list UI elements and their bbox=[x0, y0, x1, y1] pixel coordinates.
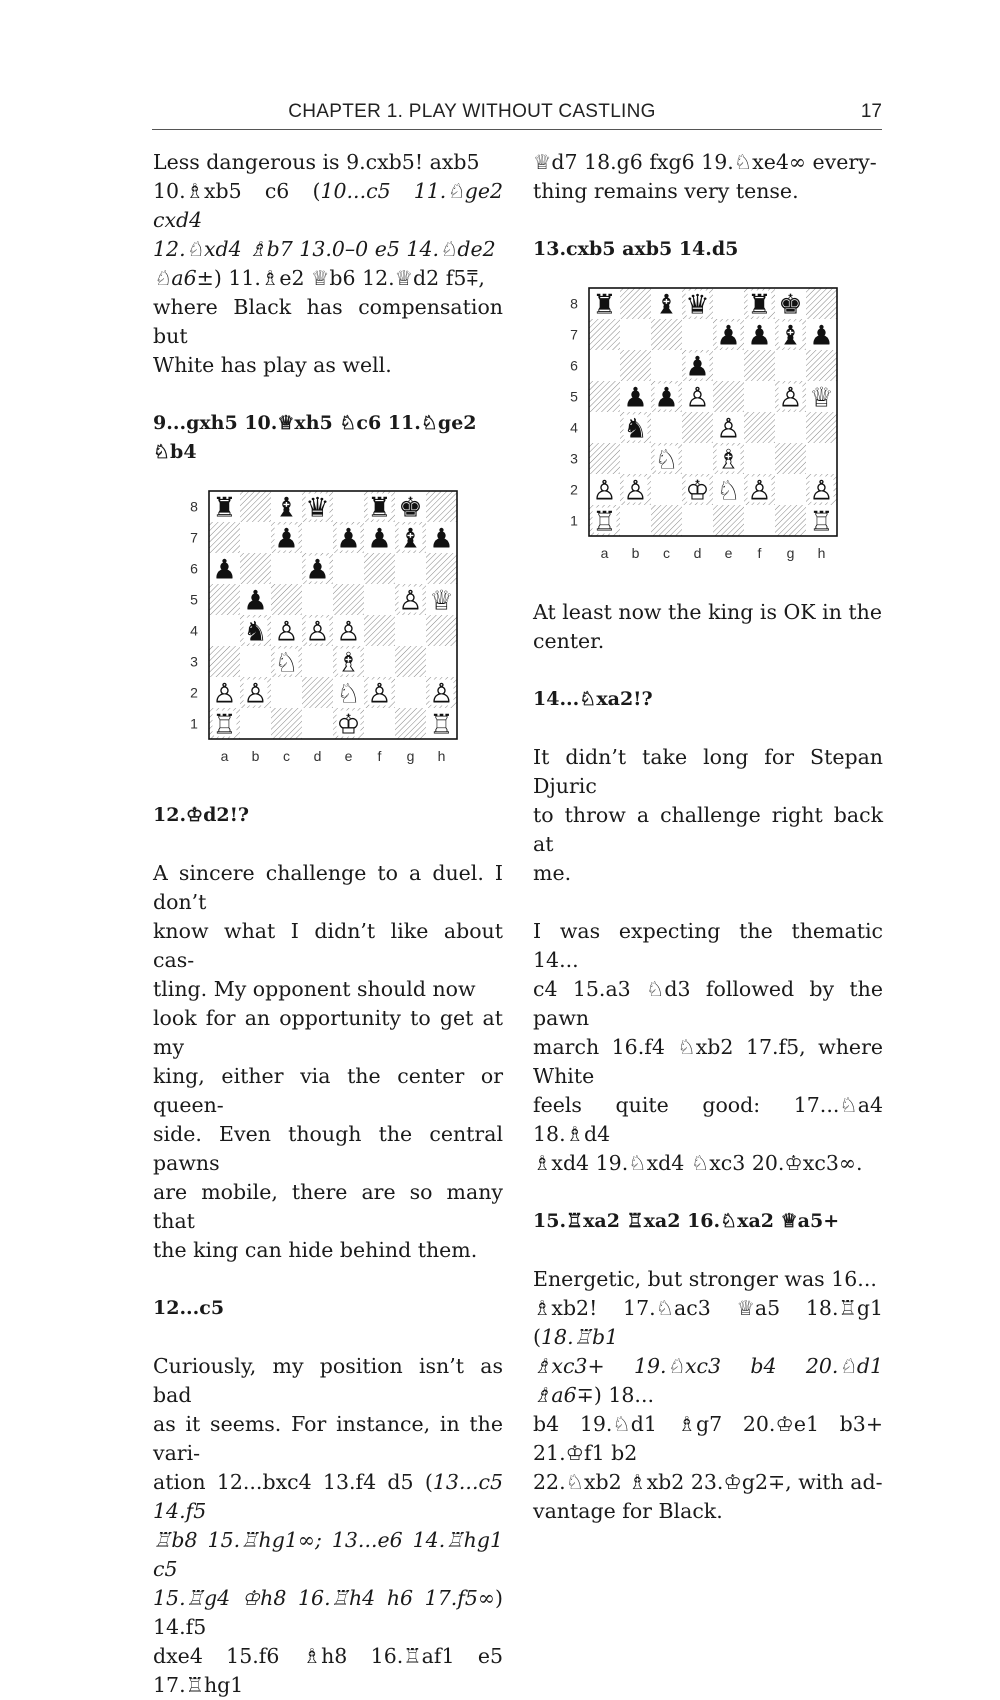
board2-square-c1 bbox=[651, 505, 682, 536]
board2-square-c4 bbox=[651, 412, 682, 443]
board2-square-a6 bbox=[589, 350, 620, 381]
board2-piece-c8: ♝ bbox=[654, 289, 679, 321]
board2-square-a4 bbox=[589, 412, 620, 443]
board2-file-label: g bbox=[786, 545, 795, 561]
board1-piece-e2: ♘ bbox=[336, 678, 361, 710]
board2-piece-d2: ♔ bbox=[685, 475, 710, 507]
board1-square-c2 bbox=[271, 677, 302, 708]
board2-piece-g8: ♚ bbox=[778, 289, 803, 321]
paragraph-djuric: It didn’t take long for Stepan Djuric to throw a challenge right back at me. bbox=[533, 745, 883, 885]
board2-square-b7 bbox=[620, 319, 651, 350]
board1-square-h3 bbox=[426, 646, 457, 677]
board1-square-f3 bbox=[364, 646, 395, 677]
board1-rank-label: 5 bbox=[190, 591, 198, 608]
board1-piece-h1: ♖ bbox=[429, 709, 454, 741]
board2-square-e6 bbox=[713, 350, 744, 381]
board2-square-a3 bbox=[589, 443, 620, 474]
board2-square-e5 bbox=[713, 381, 744, 412]
board1-square-b1 bbox=[240, 708, 271, 739]
board1-square-g6 bbox=[395, 553, 426, 584]
board2-piece-c5: ♟ bbox=[654, 382, 679, 414]
board2-square-d4 bbox=[682, 412, 713, 443]
board2-square-h8 bbox=[806, 288, 837, 319]
board1-square-h8 bbox=[426, 491, 457, 522]
paragraph-sincere-challenge: A sincere challenge to a duel. I don’t know what I didn’t like about cas- tling. My opponent should now look for an opportunity to get at my king, either via the center or queen- side. Even though the central pawns are mobile, there are so many that the king can hide behind them. bbox=[153, 861, 503, 1262]
board2-square-f3 bbox=[744, 443, 775, 474]
board2-square-a5 bbox=[589, 381, 620, 412]
board2-square-d1 bbox=[682, 505, 713, 536]
board2-square-a7 bbox=[589, 319, 620, 350]
board2-square-b8 bbox=[620, 288, 651, 319]
board2-file-label: h bbox=[817, 545, 826, 561]
board1-rank-label: 8 bbox=[190, 498, 198, 515]
board2-file-label: e bbox=[724, 545, 733, 561]
board1-square-g3 bbox=[395, 646, 426, 677]
board1-square-f6 bbox=[364, 553, 395, 584]
board1-svg bbox=[183, 489, 473, 779]
board1-piece-h2: ♙ bbox=[429, 678, 454, 710]
board2-file-label: f bbox=[757, 545, 762, 561]
board2-square-f1 bbox=[744, 505, 775, 536]
board1-piece-g7: ♝ bbox=[398, 523, 423, 555]
board1-square-d2 bbox=[302, 677, 333, 708]
board1-piece-d6: ♟ bbox=[305, 554, 330, 586]
board1-square-a4 bbox=[209, 615, 240, 646]
board1-piece-e1: ♔ bbox=[336, 709, 361, 741]
board2-svg bbox=[563, 286, 853, 576]
paragraph-energetic: Energetic, but stronger was 16... ♗xb2! 17.♘ac3 ♕a5 18.♖g1 (18.♖b1 ♗xc3+ 19.♘xc3 b4 20.♘d1 ♗a6∓) 18... b4 19.♘d1 ♗g7 20.♔e1 b3+ 21.♔f1 b2 22.♘xb2 ♗xb2 23.♔g2∓, with ad- vantage for Black. bbox=[533, 1267, 883, 1523]
paragraph-king-ok: At least now the king is OK in the center. bbox=[533, 600, 882, 653]
board1-piece-a2: ♙ bbox=[212, 678, 237, 710]
board2-piece-h7: ♟ bbox=[809, 320, 834, 352]
board1-file-label: a bbox=[220, 748, 229, 764]
board2-square-d3 bbox=[682, 443, 713, 474]
chess-diagram-2 bbox=[563, 286, 853, 576]
board1-square-c5 bbox=[271, 584, 302, 615]
board1-square-d7 bbox=[302, 522, 333, 553]
board1-piece-d8: ♛ bbox=[305, 492, 330, 524]
paragraph-continuation: ♕d7 18.g6 fxg6 19.♘xe4∞ every- thing remains very tense. bbox=[533, 150, 877, 203]
board1-piece-h5: ♕ bbox=[429, 585, 454, 617]
board1-file-label: g bbox=[406, 748, 415, 764]
board2-square-f6 bbox=[744, 350, 775, 381]
board2-piece-a1: ♖ bbox=[592, 506, 617, 538]
board2-square-c2 bbox=[651, 474, 682, 505]
board2-piece-d8: ♛ bbox=[685, 289, 710, 321]
board2-square-g1 bbox=[775, 505, 806, 536]
board1-file-label: h bbox=[437, 748, 446, 764]
board2-square-e8 bbox=[713, 288, 744, 319]
board2-square-c7 bbox=[651, 319, 682, 350]
board2-file-label: a bbox=[600, 545, 609, 561]
board2-piece-h5: ♕ bbox=[809, 382, 834, 414]
board1-piece-e3: ♗ bbox=[336, 647, 361, 679]
board1-square-e6 bbox=[333, 553, 364, 584]
board1-file-label: e bbox=[344, 748, 353, 764]
board1-piece-f7: ♟ bbox=[367, 523, 392, 555]
board1-piece-a8: ♜ bbox=[212, 492, 237, 524]
board1-file-label: b bbox=[251, 748, 260, 764]
board1-rank-label: 3 bbox=[190, 653, 198, 670]
board2-piece-c3: ♘ bbox=[654, 444, 679, 476]
board1-piece-e4: ♙ bbox=[336, 616, 361, 648]
board1-file-label: f bbox=[377, 748, 382, 764]
board1-square-f5 bbox=[364, 584, 395, 615]
board1-piece-c8: ♝ bbox=[274, 492, 299, 524]
move-heading-12-kd2: 12.♔d2!? bbox=[153, 804, 250, 826]
board2-square-g3 bbox=[775, 443, 806, 474]
board2-piece-e2: ♘ bbox=[716, 475, 741, 507]
move-heading-9: 9...gxh5 10.♕xh5 ♘c6 11.♘ge2 ♘b4 bbox=[153, 412, 477, 463]
board1-piece-g5: ♙ bbox=[398, 585, 423, 617]
board1-square-e8 bbox=[333, 491, 364, 522]
board2-rank-label: 8 bbox=[570, 295, 578, 312]
board1-square-b3 bbox=[240, 646, 271, 677]
board1-square-f1 bbox=[364, 708, 395, 739]
board2-piece-d6: ♟ bbox=[685, 351, 710, 383]
board2-rank-label: 3 bbox=[570, 450, 578, 467]
board1-piece-d4: ♙ bbox=[305, 616, 330, 648]
board1-piece-c4: ♙ bbox=[274, 616, 299, 648]
board2-rank-label: 4 bbox=[570, 419, 578, 436]
board1-piece-b5: ♟ bbox=[243, 585, 268, 617]
board1-piece-a6: ♟ bbox=[212, 554, 237, 586]
board1-piece-a1: ♖ bbox=[212, 709, 237, 741]
board1-piece-b2: ♙ bbox=[243, 678, 268, 710]
board2-file-label: d bbox=[693, 545, 702, 561]
running-header bbox=[152, 99, 882, 130]
board1-square-b7 bbox=[240, 522, 271, 553]
board1-square-h6 bbox=[426, 553, 457, 584]
board1-square-b8 bbox=[240, 491, 271, 522]
board2-piece-e3: ♗ bbox=[716, 444, 741, 476]
paragraph-curiously: Curiously, my position isn’t as bad as it seems. For instance, in the vari- ation 12...bxc4 13.f4 d5 (13...c5 14.f5 ♖b8 15.♖hg1∞; 13...e6 14.♖hg1 c5 15.♖g4 ♔h8 16.♖h4 h6 17.f5∞) 14.f5 dxe4 15.f6 ♗h8 16.♖af1 e5 17.♖hg1 bbox=[153, 1354, 503, 1697]
board2-rank-label: 1 bbox=[570, 512, 578, 529]
board1-square-d1 bbox=[302, 708, 333, 739]
move-heading-12-c5: 12...c5 bbox=[153, 1297, 225, 1319]
board2-file-label: c bbox=[663, 545, 670, 561]
move-heading-13: 13.cxb5 axb5 14.d5 bbox=[533, 238, 739, 260]
board1-square-c1 bbox=[271, 708, 302, 739]
board2-piece-g5: ♙ bbox=[778, 382, 803, 414]
board1-piece-f8: ♜ bbox=[367, 492, 392, 524]
chapter-title: CHAPTER 1. PLAY WITHOUT CASTLING bbox=[288, 101, 656, 122]
page-number: 17 bbox=[860, 101, 882, 122]
paragraph-less-dangerous: Less dangerous is 9.cxb5! axb5 10.♗xb5 c6 (10...c5 11.♘ge2 cxd4 12.♘xd4 ♗b7 13.0–0 e5 14.♘de2 ♘a6±) 11.♗e2 ♕b6 12.♕d2 f5⩱, where Black has compensation but White has play as well. bbox=[153, 150, 503, 377]
board1-rank-label: 2 bbox=[190, 684, 198, 701]
board2-piece-h1: ♖ bbox=[809, 506, 834, 538]
board2-piece-a8: ♜ bbox=[592, 289, 617, 321]
board2-piece-g7: ♝ bbox=[778, 320, 803, 352]
board1-piece-c7: ♟ bbox=[274, 523, 299, 555]
board1-square-g2 bbox=[395, 677, 426, 708]
board1-piece-g8: ♚ bbox=[398, 492, 423, 524]
board2-square-g2 bbox=[775, 474, 806, 505]
board2-piece-e4: ♙ bbox=[716, 413, 741, 445]
board2-square-g4 bbox=[775, 412, 806, 443]
board1-square-b6 bbox=[240, 553, 271, 584]
board1-piece-c3: ♘ bbox=[274, 647, 299, 679]
board2-square-h6 bbox=[806, 350, 837, 381]
board1-piece-e7: ♟ bbox=[336, 523, 361, 555]
board1-file-label: c bbox=[283, 748, 290, 764]
board1-square-f4 bbox=[364, 615, 395, 646]
board2-piece-e7: ♟ bbox=[716, 320, 741, 352]
board1-square-h4 bbox=[426, 615, 457, 646]
board1-square-e5 bbox=[333, 584, 364, 615]
board2-square-b3 bbox=[620, 443, 651, 474]
board2-piece-b4: ♞ bbox=[623, 413, 648, 445]
board2-square-g6 bbox=[775, 350, 806, 381]
board2-square-b6 bbox=[620, 350, 651, 381]
chess-diagram-1 bbox=[183, 489, 473, 779]
left-column bbox=[153, 148, 503, 1700]
board2-piece-a2: ♙ bbox=[592, 475, 617, 507]
move-heading-14: 14...♘xa2!? bbox=[533, 688, 653, 710]
board1-square-d3 bbox=[302, 646, 333, 677]
right-column bbox=[533, 148, 883, 1526]
board2-square-e1 bbox=[713, 505, 744, 536]
board1-square-g4 bbox=[395, 615, 426, 646]
board2-file-label: b bbox=[631, 545, 640, 561]
board1-square-c6 bbox=[271, 553, 302, 584]
board2-piece-d5: ♙ bbox=[685, 382, 710, 414]
board1-square-a7 bbox=[209, 522, 240, 553]
board1-piece-f2: ♙ bbox=[367, 678, 392, 710]
board2-piece-b5: ♟ bbox=[623, 382, 648, 414]
board2-rank-label: 6 bbox=[570, 357, 578, 374]
board1-square-a3 bbox=[209, 646, 240, 677]
board2-square-c6 bbox=[651, 350, 682, 381]
board1-rank-label: 1 bbox=[190, 715, 198, 732]
board1-file-label: d bbox=[313, 748, 322, 764]
paragraph-thematic: I was expecting the thematic 14... c4 15.a3 ♘d3 followed by the pawn march 16.f4 ♘xb2 17.f5, where White feels quite good: 17...♘a4 18.♗d4 ♗xd4 19.♘xd4 ♘xc3 20.♔xc3∞. bbox=[533, 919, 883, 1175]
board2-piece-f8: ♜ bbox=[747, 289, 772, 321]
board2-piece-f2: ♙ bbox=[747, 475, 772, 507]
board1-square-a5 bbox=[209, 584, 240, 615]
board1-piece-b4: ♞ bbox=[243, 616, 268, 648]
board2-square-b1 bbox=[620, 505, 651, 536]
board2-square-d7 bbox=[682, 319, 713, 350]
board2-square-f5 bbox=[744, 381, 775, 412]
board1-square-g1 bbox=[395, 708, 426, 739]
board2-rank-label: 5 bbox=[570, 388, 578, 405]
board2-square-f4 bbox=[744, 412, 775, 443]
board1-rank-label: 4 bbox=[190, 622, 198, 639]
board2-piece-h2: ♙ bbox=[809, 475, 834, 507]
board2-piece-b2: ♙ bbox=[623, 475, 648, 507]
move-heading-15: 15.♖xa2 ♖xa2 16.♘xa2 ♕a5+ bbox=[533, 1210, 840, 1232]
board1-rank-label: 7 bbox=[190, 529, 198, 546]
board1-square-d5 bbox=[302, 584, 333, 615]
board2-piece-f7: ♟ bbox=[747, 320, 772, 352]
board2-rank-label: 2 bbox=[570, 481, 578, 498]
board2-square-h4 bbox=[806, 412, 837, 443]
board2-square-h3 bbox=[806, 443, 837, 474]
board1-piece-h7: ♟ bbox=[429, 523, 454, 555]
board1-rank-label: 6 bbox=[190, 560, 198, 577]
board2-rank-label: 7 bbox=[570, 326, 578, 343]
